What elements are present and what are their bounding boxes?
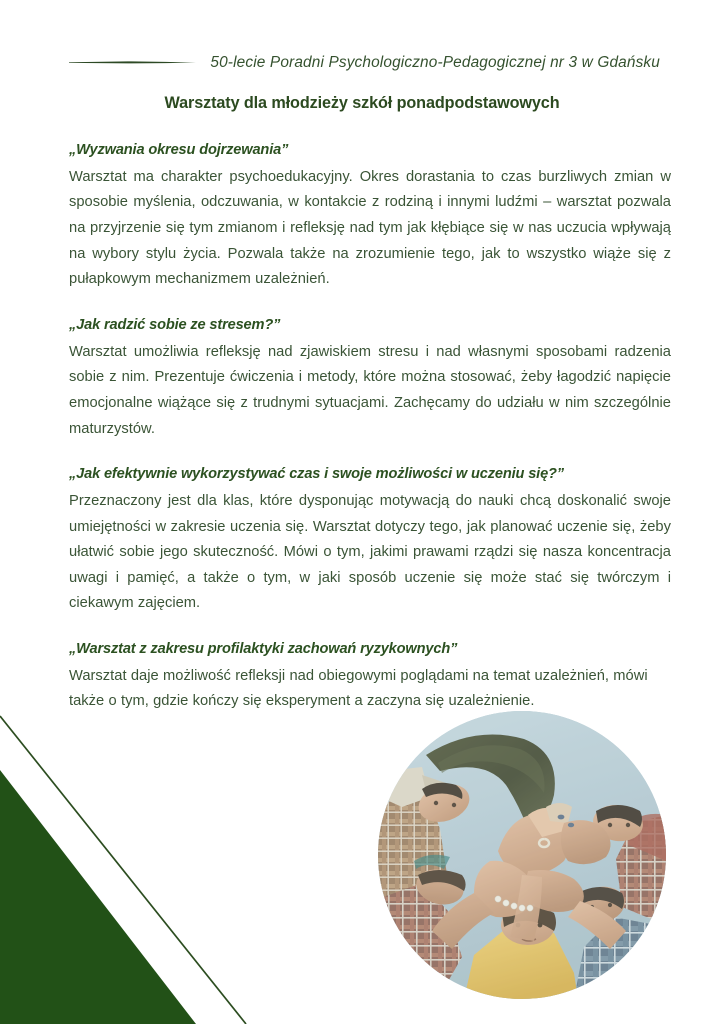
workshop-section <box>69 639 671 715</box>
section-heading: „Jak radzić sobie ze stresem?” <box>69 316 281 333</box>
photo-teens-hands-together <box>378 711 666 999</box>
page-title: Warsztaty dla młodzieży szkół ponadpodstawowych <box>164 94 560 112</box>
section-body: Warsztat ma charakter psychoedukacyjny. Okres dorastania to czas burzliwych zmian w sposobie myślenia, odczuwania, w kontakcie z rodziną i innymi ludźmi – warsztat pozwala na przyjrzenie się tym zmianom i refleksję nad tym jak kłębiące się w nas uczucia wpływają na wybory stylu życia. Pozwala także na zrozumienie tego, jak to wszystko wiąże się z pułapkowym mechanizmem uzależnień. <box>69 168 671 288</box>
header-title: 50-lecie Poradni Psychologiczno-Pedagogicznej nr 3 w Gdańsku <box>210 54 660 71</box>
section-heading: „Jak efektywnie wykorzystywać czas i swoje możliwości w uczeniu się?” <box>69 466 564 483</box>
workshop-section <box>69 464 671 617</box>
content-column <box>69 140 671 715</box>
section-heading: „Wyzwania okresu dojrzewania” <box>69 142 289 158</box>
horizontal-rule-icon <box>69 61 196 64</box>
workshop-section <box>69 140 671 293</box>
diagonal-accent-line-icon <box>0 716 246 1024</box>
section-body: Przeznaczony jest dla klas, które dysponując motywacją do nauki chcą doskonalić swoje umiejętności w zakresie uczenia się. Warsztat dotyczy tego, jak planować uczenie się, żeby ułatwić sobie jego skuteczność. Mówi o tym, jakimi prawami rządzi się nasza koncentracja uwagi i pamięć, a także o tym, w jaki sposób uczenie się może stać się twórczym i ciekawym zajęciem. <box>69 493 671 612</box>
document-header <box>0 48 724 78</box>
green-corner-triangle-icon <box>0 770 196 1024</box>
section-heading: „Warsztat z zakresu profilaktyki zachowań ryzykownych” <box>69 640 458 657</box>
section-body: Warsztat umożliwia refleksję nad zjawiskiem stresu i nad własnymi sposobami radzenia sobie z nim. Prezentuje ćwiczenia i metody, które można stosować, żeby łagodzić napięcie emocjonalne wiążące się z trudnymi sytuacjami. Zachęcamy do udziału w nim szczególnie maturzystów. <box>69 343 671 437</box>
workshop-section <box>69 315 671 442</box>
photo-illustration <box>378 711 666 999</box>
corner-decoration <box>0 704 300 1024</box>
section-body: Warsztat daje możliwość refleksji nad obiegowymi poglądami na temat uzależnień, mówi także o tym, gdzie kończy się eksperyment a zaczyna się uzależnienie. <box>69 667 648 710</box>
